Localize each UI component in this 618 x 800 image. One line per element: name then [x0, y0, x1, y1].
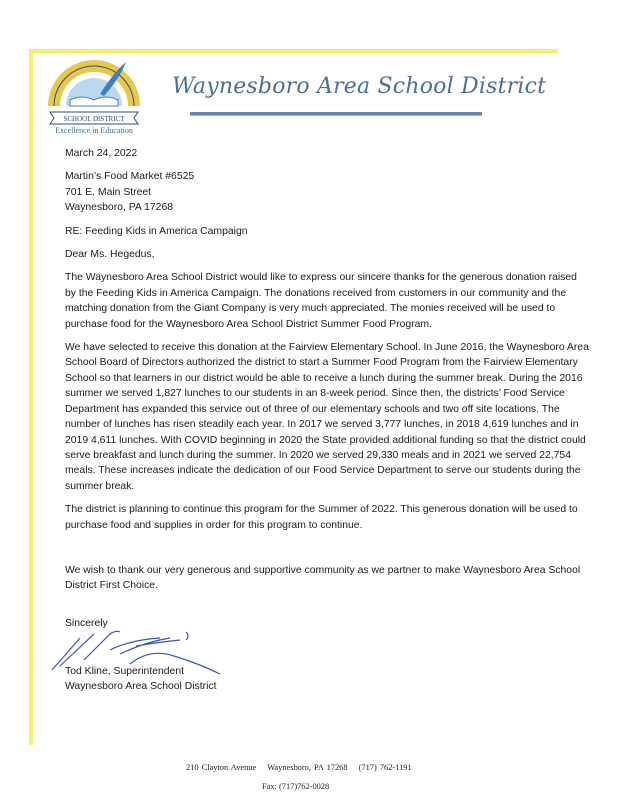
recipient-address — [65, 169, 590, 215]
title-underline — [190, 112, 482, 116]
district-logo — [40, 54, 148, 134]
letter-salutation: Dear Ms. Hegedus, — [65, 249, 155, 261]
letter-closing: Sincerely — [65, 618, 108, 629]
recipient-name: Martin’s Food Market #6525 — [65, 171, 195, 183]
signer-name-title: Tod Kline, Superintendent — [65, 666, 184, 677]
paragraph-program-history: We have selected to receive this donation at the Fairview Elementary School. In June 2016, the Waynesboro Area School Board of Directors authorized the district to start a Summer Food Program from the Fairview Elementary School so that learners in our district would be able to receive a lunch during the summer break. During the 2016 summer we served 1,827 lunches to our students in an 8-week period. Since then, the districts’ Food Service Department has expanded this service out of three of our elementary schools and two off site locations. The number of lunches has risen steadily each year. In 2017 we served 3,777 lunches, in 2018 4,619 lunches and in 2019 4,611 lunches. With COVID beginning in 2020 the State provided additional funding so that the district could serve breakfast and lunch during the summer. In 2020 we served 29,330 meals and in 2021 we served 22,754 meals. These increases indicate the dedication of our Food Service Department to serve our students during the summer break. — [65, 342, 589, 492]
recipient-city: Waynesboro, PA 17268 — [65, 202, 174, 214]
footer-contact — [186, 763, 420, 772]
logo-motto: Excellence in Education — [55, 126, 133, 134]
letter-date: March 24, 2022 — [65, 148, 138, 159]
paragraph-closing-thanks: We wish to thank our very generous and supportive community as we partner to make Waynesboro Area School District First Choice. — [65, 564, 581, 592]
paragraph-thanks: The Waynesboro Area School District would like to express our sincere thanks for the generous donation raised by the Feeding Kids in America Campaign. The donations received from customers in our community and the matching donation from the Giant Company is very much appreciated. The monies received will be used to purchase food for the Waynesboro Area School District Summer Food Program. — [65, 272, 577, 330]
signature-block — [65, 664, 217, 695]
letterhead-border-left — [29, 49, 33, 745]
spacer — [65, 541, 590, 563]
signer-organization: Waynesboro Area School District — [65, 681, 217, 693]
footer-fax: Fax: (717)762-0028 — [262, 782, 330, 791]
letter-subject: RE: Feeding Kids in America Campaign — [65, 225, 248, 237]
footer-address: 210 Clayton Avenue — [186, 763, 257, 772]
footer-city: Waynesboro, PA 17268 — [267, 763, 348, 772]
letterhead-border-top — [33, 49, 558, 53]
recipient-street: 701 E. Main Street — [65, 186, 152, 198]
letter-body — [65, 146, 590, 602]
paragraph-continuation: The district is planning to continue this program for the Summer of 2022. This generous donation will be used to purchase food and supplies in order for this program to continue. — [65, 504, 578, 531]
logo-banner-text: SCHOOL DISTRICT — [63, 115, 125, 123]
footer-phone: (717) 762-1191 — [358, 763, 412, 772]
district-title: Waynesboro Area School District — [172, 74, 547, 99]
